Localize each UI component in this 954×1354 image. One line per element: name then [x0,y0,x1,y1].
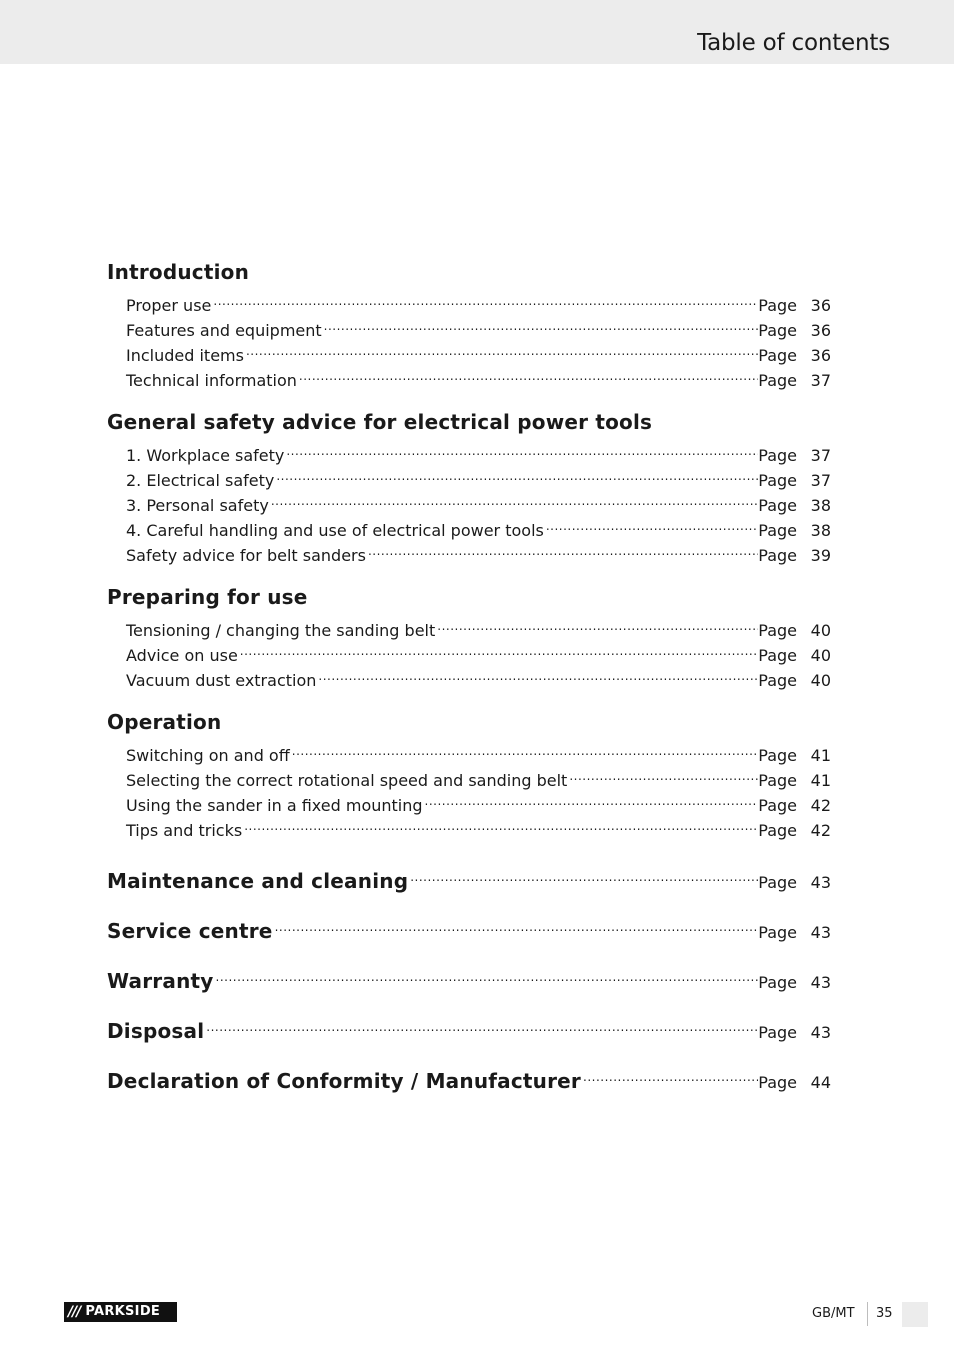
entry-label: Proper use [126,296,212,315]
section-entries [107,611,831,690]
page-number: 42 [810,821,831,840]
major-entry-title: Maintenance and cleaning [107,869,409,893]
dot-leader [318,661,758,686]
dot-leader [271,486,758,511]
page-word: Page [758,1073,797,1092]
toc-entry[interactable] [126,286,831,315]
page-number: 36 [810,296,831,315]
page-word: Page [758,771,797,790]
dot-leader [583,1058,758,1088]
toc-major-warranty[interactable] [107,958,831,1008]
page-word: Page [758,1023,797,1042]
page-word: Page [758,546,797,565]
major-entry-title: Service centre [107,919,273,943]
dot-leader [292,736,759,761]
table-of-contents [107,258,831,1108]
toc-entry[interactable] [126,736,831,765]
page-number: 37 [810,471,831,490]
language-code: GB/MT [812,1306,855,1321]
section-entries [107,286,831,390]
page-number: 40 [810,646,831,665]
entry-label: Tensioning / changing the sanding belt [126,621,436,640]
toc-section-introduction [107,258,831,390]
entry-label: Safety advice for belt sanders [126,546,366,565]
page-title: Table of contents [697,30,890,56]
page-number: 44 [810,1073,831,1092]
dot-leader [324,311,759,336]
page-word: Page [758,923,797,942]
page-word: Page [758,521,797,540]
page-number: 43 [810,923,831,942]
page-word: Page [758,471,797,490]
entry-label: Switching on and off [126,746,290,765]
entry-label: Tips and tricks [126,821,243,840]
entry-label: 4. Careful handling and use of electrical power tools [126,521,544,540]
section-title: Operation [107,710,222,734]
page-word: Page [758,873,797,892]
page-number: 41 [810,746,831,765]
page-number: 42 [810,796,831,815]
parkside-logo [64,1302,177,1322]
entry-label: 3. Personal safety [126,496,269,515]
page-number: 41 [810,771,831,790]
page-number: 43 [810,973,831,992]
dot-leader [425,786,759,811]
entry-label: Technical information [126,371,297,390]
page-number: 43 [810,1023,831,1042]
page-word: Page [758,621,797,640]
dot-leader [569,761,758,786]
page-word: Page [758,371,797,390]
page-word: Page [758,296,797,315]
logo-text: PARKSIDE [85,1304,161,1319]
entry-label: Vacuum dust extraction [126,671,317,690]
entry-label: Using the sander in a fixed mounting [126,796,423,815]
logo-slashes: /// [68,1304,81,1320]
page-number: 37 [810,446,831,465]
dot-leader [368,536,758,561]
dot-leader [275,908,759,938]
footer-page-number: 35 [876,1306,893,1321]
page-word: Page [758,321,797,340]
toc-entry[interactable] [126,436,831,465]
section-entries [107,736,831,840]
toc-section-operation [107,708,831,840]
page-word: Page [758,821,797,840]
toc-entry[interactable] [126,611,831,640]
entry-label: Features and equipment [126,321,322,340]
dot-leader [216,958,759,988]
footer-divider [867,1302,868,1326]
dot-leader [213,286,758,311]
entry-label: Included items [126,346,244,365]
page-number: 40 [810,671,831,690]
toc-entry[interactable] [126,311,831,340]
page-number: 38 [810,521,831,540]
page-word: Page [758,796,797,815]
section-title: Introduction [107,260,250,284]
entry-label: 2. Electrical safety [126,471,275,490]
dot-leader [206,1008,758,1038]
dot-leader [244,811,758,836]
toc-section-preparing [107,583,831,690]
page-word: Page [758,346,797,365]
toc-major-declaration[interactable] [107,1058,831,1108]
dot-leader [299,361,758,386]
entry-label: Selecting the correct rotational speed and sanding belt [126,771,568,790]
page-number: 43 [810,873,831,892]
section-entries [107,436,831,565]
page-number: 36 [810,346,831,365]
entry-label: 1. Workplace safety [126,446,285,465]
toc-major-disposal[interactable] [107,1008,831,1058]
dot-leader [240,636,758,661]
dot-leader [437,611,758,636]
dot-leader [546,511,758,536]
major-entry-title: Declaration of Conformity / Manufacturer [107,1069,581,1093]
dot-leader [246,336,758,361]
major-entry-title: Disposal [107,1019,205,1043]
footer-tab-box [902,1302,928,1327]
major-entry-title: Warranty [107,969,214,993]
section-title: Preparing for use [107,585,308,609]
page-word: Page [758,646,797,665]
page-number: 40 [810,621,831,640]
page-number: 36 [810,321,831,340]
page-word: Page [758,446,797,465]
page-number: 37 [810,371,831,390]
entry-label: Advice on use [126,646,238,665]
page-word: Page [758,496,797,515]
section-title: General safety advice for electrical power tools [107,410,653,434]
page-number: 38 [810,496,831,515]
page-word: Page [758,746,797,765]
dot-leader [276,461,758,486]
toc-section-general-safety [107,408,831,565]
toc-major-maintenance[interactable] [107,858,831,908]
page-word: Page [758,671,797,690]
dot-leader [410,858,758,888]
page-word: Page [758,973,797,992]
toc-major-service-centre[interactable] [107,908,831,958]
dot-leader [286,436,758,461]
page-number: 39 [810,546,831,565]
